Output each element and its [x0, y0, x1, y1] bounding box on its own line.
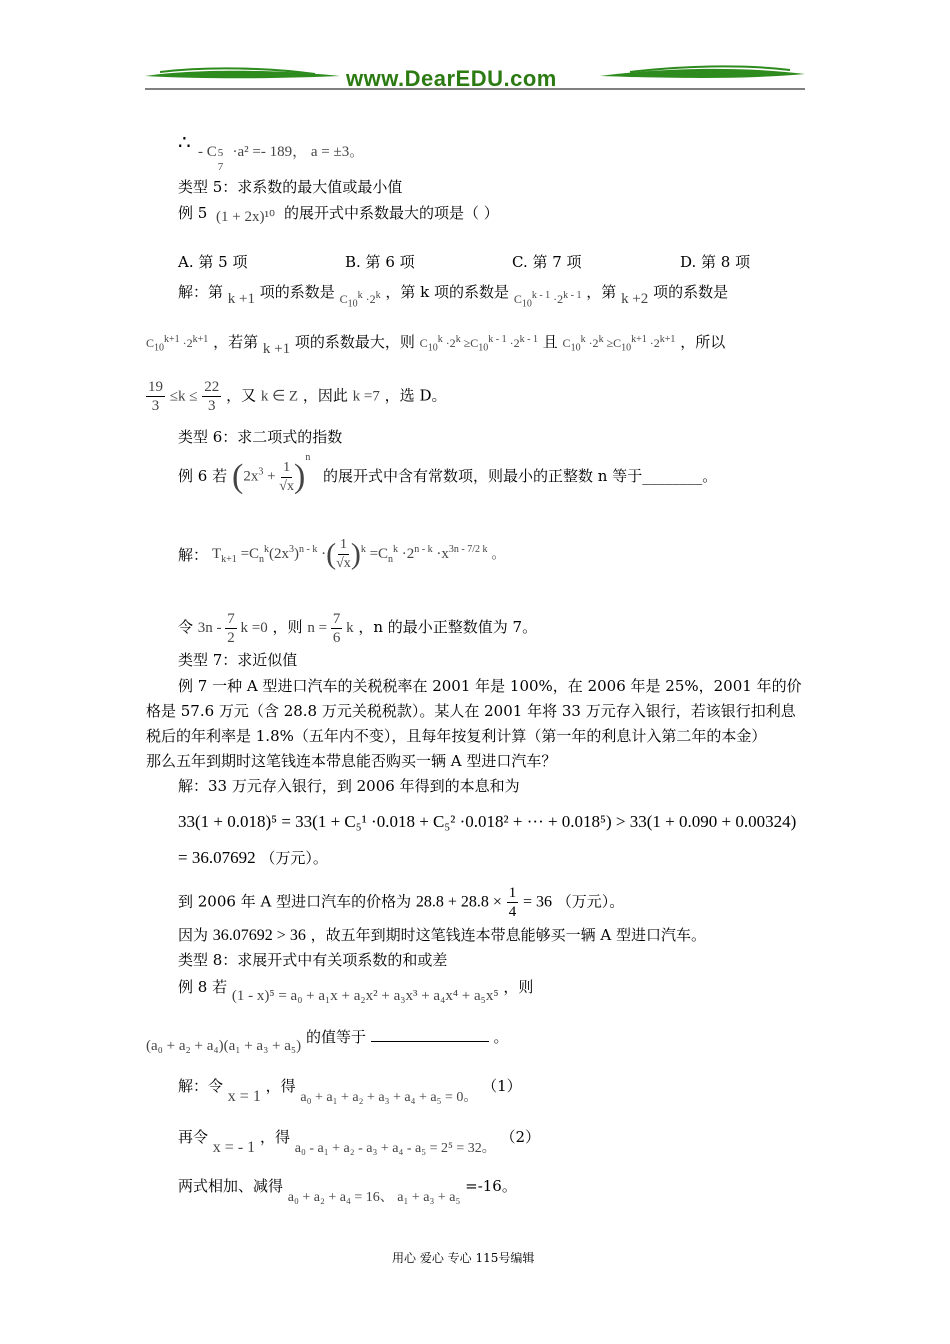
- sol5-line3: [146, 378, 446, 415]
- ex8-label: 例 8 若: [178, 978, 228, 996]
- right-leaf-icon: [600, 69, 805, 78]
- ex7-line2: 格是 57.6 万元（含 28.8 万元关税税款）。某人在 2001 年将 33 万元存入银行，若该银行扣利息: [146, 702, 796, 720]
- ex8-expression: (1 - x)⁵ = a₀ + a₁x + a₂x² + a₃x³ + a₄x⁴ + a₅x⁵: [231, 988, 499, 1004]
- type8-heading: 类型 8：求展开式中有关项系数的和或差: [178, 951, 448, 969]
- coefficient-equation: - C 5 7 ·a² =- 189， a = ±3。: [198, 144, 365, 173]
- price-line: [178, 884, 624, 921]
- example6-label: 例 6 若: [178, 467, 228, 485]
- because-conclusion: ，故五年到期时这笔钱连本带息能够买一辆 A 型进口汽车。: [310, 926, 706, 944]
- sol5-k7: k =7: [352, 388, 380, 405]
- sol5-ineq2: $C_{10}^k \cdot 2^k \ge C_{10}^{k+1} \cdot 2^{k+1}$: [562, 334, 676, 354]
- sol5-suoyi: ，所以: [680, 333, 726, 351]
- ex8-end: 。: [493, 1028, 509, 1046]
- sol6-line2: [178, 610, 537, 647]
- sol8-eq2: a₀ - a₁ + a₂ - a₃ + a₄ - a₅ = 2⁵ = 32。: [294, 1141, 496, 1156]
- sol8-x2: x = - 1: [212, 1139, 256, 1156]
- sol5-coef-is: 项的系数是: [259, 283, 335, 301]
- sol5-yinci: ，因此: [302, 386, 348, 405]
- therefore-symbol: ∴: [178, 130, 191, 154]
- footer-text: 用心 爱心 专心 115号编辑: [392, 1251, 535, 1265]
- because-label: 因为: [178, 926, 209, 944]
- ex8-value-of: 的值等于: [305, 1028, 366, 1046]
- example6-expression: ($2x^3$ + $\frac{1}{√x}$ )$^n$: [232, 452, 311, 495]
- sol8-eq3-end: =-16。: [465, 1177, 517, 1195]
- frac-1-4: $\frac{1}{4}$: [508, 885, 517, 920]
- sol5-ineq1: $C_{10}^k \cdot 2^k \ge C_{10}^{k - 1} \cdot 2^{k - 1}$: [419, 334, 538, 354]
- c7-rest: ·a² =- 189， a = ±3。: [232, 144, 365, 160]
- sol7-unit: （万元）。: [260, 849, 328, 867]
- ex7-line3: 税后的年利率是 1.8%（五年内不变），且每年按复利计算（第一年的利息计入第二年的本金）: [146, 727, 767, 745]
- ex7-line4: 那么五年到期时这笔钱连本带息能否购买一辆 A 型进口汽车？: [146, 752, 557, 770]
- ling-eq: 3n - $\frac{7}{2}$ k =0: [197, 611, 268, 646]
- type6-heading: 类型 6：求二项式的指数: [178, 428, 343, 446]
- sol6-expression: $T_{k+1} =C_n^k(2x^3)^{n - k}$ ·( $\frac{1}{√x}$ )$^k =C_n^k \cdot 2^{n - k} \cdot x^{3n - 7/2 k}$ 。: [212, 537, 507, 571]
- example5-text: 的展开式中系数最大的项是（ ）: [284, 204, 499, 222]
- frac-19-3: $\frac{19}{3}$: [148, 379, 163, 414]
- because-expr: 36.07692 > 36: [212, 927, 306, 944]
- sol5-kplus1: k +1: [227, 291, 256, 307]
- example5-expression: (1 + 2x)¹⁰: [216, 209, 275, 225]
- sol5-di: ，第: [586, 283, 617, 301]
- type5-heading: 类型 5：求系数的最大值或最小值: [178, 178, 403, 196]
- sol5-kth: ，第 k 项的系数是: [385, 283, 510, 301]
- answer-blank: [371, 1027, 489, 1042]
- option-b: B. 第 6 项: [345, 253, 415, 271]
- sol5-kplus1b: k +1: [262, 341, 291, 357]
- price-result: = 36: [522, 893, 553, 911]
- sol7-value: = 36.07692: [178, 848, 256, 867]
- ling-label: 令: [178, 617, 194, 636]
- type7-heading: 类型 7：求近似值: [178, 651, 298, 669]
- sol6-min: ，n 的最小正整数值为 7。: [358, 617, 538, 636]
- sol5-coef-is2: 项的系数是: [653, 283, 729, 301]
- sol7-equation: 33(1 + 0.018)⁵ = 33(1 + C₅¹ ·0.018 + C₅² ·0.018² + ··· + 0.018⁵) > 33(1 + 0.090 + 0.00324): [178, 812, 797, 831]
- sol8-line1: [178, 1076, 522, 1105]
- ex8-then: ，则: [503, 978, 534, 996]
- ex8-product: (a₀ + a₂ + a₄)(a₁ + a₃ + a₅): [146, 1038, 302, 1054]
- sol5-kinz: k ∈ Z: [260, 388, 299, 405]
- ex8-line2: [146, 1027, 509, 1054]
- sol8-let2: 再令: [178, 1128, 209, 1146]
- option-a: A. 第 5 项: [178, 253, 248, 271]
- sol5-ruodi: ，若第: [213, 333, 259, 351]
- option-c: C. 第 7 项: [512, 253, 582, 271]
- sol8-get2: ，得: [259, 1128, 290, 1146]
- price-expression: 28.8 + 28.8 ×: [415, 893, 502, 911]
- sol8-addsub: 两式相加、减得: [178, 1177, 284, 1195]
- sol5-you: ，又: [226, 386, 257, 405]
- sol6-label: 解：: [178, 546, 209, 564]
- c7-prefix: - C: [198, 144, 217, 160]
- sol8-let: 解：令: [178, 1077, 224, 1095]
- left-leaf-icon: [145, 71, 340, 79]
- frac-22-3: $\frac{22}{3}$: [204, 379, 220, 414]
- sol5-choose: ，选 D。: [384, 386, 447, 405]
- because-line: [178, 925, 706, 946]
- sol8-mark2: （2）: [500, 1128, 541, 1146]
- sol8-get1: ，得: [265, 1077, 296, 1095]
- sol8-eq1: a₀ + a₁ + a₂ + a₃ + a₄ + a₅ = 0。: [300, 1090, 478, 1105]
- ex7-line1: 例 7 一种 A 型进口汽车的关税税率在 2001 年是 100%，在 2006 年是 25%，2001 年的价: [178, 677, 802, 695]
- sol5-range: ≤k ≤: [169, 388, 198, 405]
- sol5-line2: [146, 330, 725, 358]
- sol5-qie: 且: [542, 333, 558, 351]
- sol5-c10km1: C10k - 1 ·2k - 1: [513, 290, 582, 310]
- sol5-c10kp1: $C_{10}^{k+1} \cdot 2^{k+1}$: [146, 334, 209, 354]
- sol5-line1: [178, 280, 728, 308]
- sol5-max: 项的系数最大，则: [294, 333, 415, 351]
- sol8-line3: [178, 1176, 517, 1205]
- sol7-result: [178, 848, 328, 868]
- sol8-x1: x = 1: [227, 1088, 261, 1105]
- sol8-mark1: （1）: [482, 1077, 522, 1095]
- ex8-line1: [178, 977, 534, 1004]
- sol7-intro: 解：33 万元存入银行，到 2006 年得到的本息和为: [178, 777, 520, 795]
- example5-label: 例 5: [178, 204, 208, 222]
- price-unit: （万元）。: [556, 892, 625, 911]
- sol8-line2: [178, 1127, 541, 1156]
- sol8-eq3: a₀ + a₂ + a₄ = 16、 a₁ + a₃ + a₅: [287, 1190, 461, 1205]
- example6-text: 的展开式中含有常数项，则最小的正整数 n 等于________。: [323, 467, 718, 485]
- sol6-then: ，则: [272, 617, 303, 636]
- sol5-c10k: C10k ·2k: [339, 290, 381, 310]
- option-d: D. 第 8 项: [680, 253, 751, 271]
- sol5-prefix: 解：第: [178, 283, 224, 301]
- sol5-kplus2: k +2: [621, 291, 649, 307]
- price-label: 到 2006 年 A 型进口汽车的价格为: [178, 892, 412, 911]
- n-eq: n = $\frac{7}{6}$ k: [307, 611, 354, 646]
- site-title: www.DearEDU.com: [346, 66, 557, 91]
